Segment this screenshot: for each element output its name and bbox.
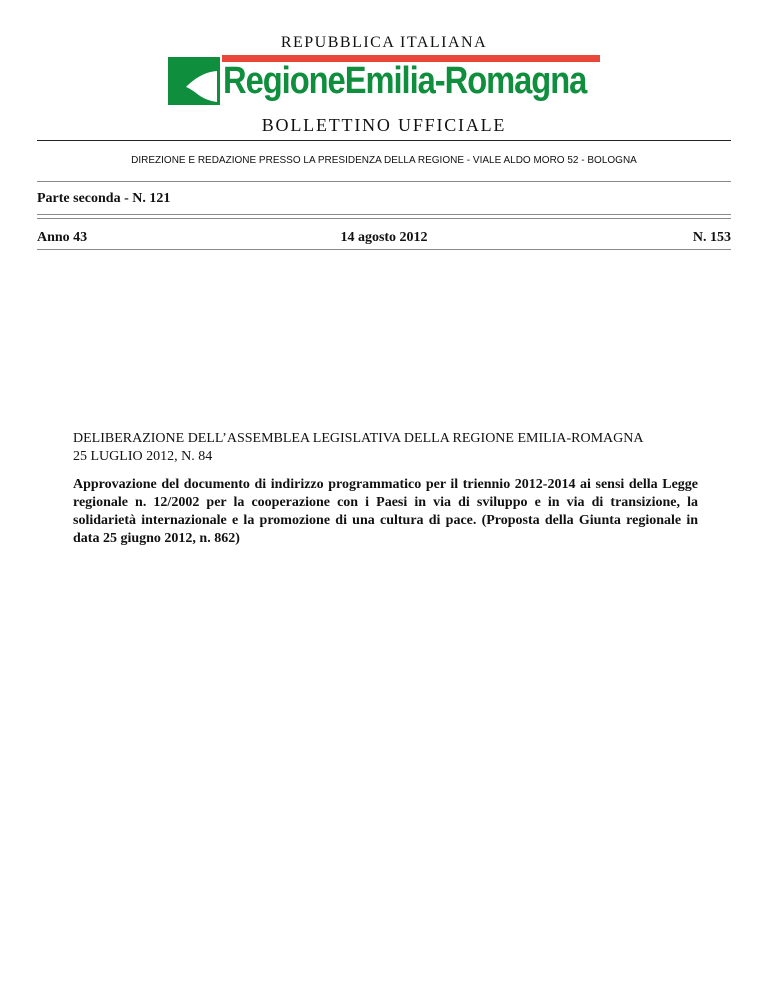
deliberation-subject: Approvazione del documento di indirizzo programmatico per il triennio 2012-2014 ai sensi della Legge regionale n. 12/2002 per la cooperazione con i Paesi in via di sviluppo e in via di transizione, la solidarietà internazionale e la promozione di una cultura di pace. (Proposta della Giunta regionale in data 25 giugno 2012, n. 862) — [73, 477, 698, 546]
divider-issue-bottom — [37, 249, 731, 250]
divider-top-part — [37, 181, 731, 182]
part-label: Parte seconda - N. 121 — [37, 191, 171, 206]
divider-double-2 — [37, 218, 731, 219]
issue-year: Anno 43 — [37, 230, 88, 245]
regione-emblem-icon — [168, 57, 220, 105]
editorial-address: DIREZIONE E REDAZIONE PRESSO LA PRESIDENZA DELLA REGIONE - VIALE ALDO MORO 52 - BOLOGNA — [131, 155, 637, 166]
deliberation-line: DELIBERAZIONE DELL’ASSEMBLEA LEGISLATIVA DELLA REGIONE EMILIA-ROMAGNA — [73, 431, 644, 446]
republic-heading: REPUBBLICA ITALIANA — [280, 34, 488, 51]
region-name-logotype: RegioneEmilia-Romagna — [223, 60, 587, 102]
deliberation-heading — [73, 430, 698, 466]
issue-date: 14 agosto 2012 — [340, 230, 428, 245]
deliberation-line: 25 LUGLIO 2012, N. 84 — [73, 449, 213, 464]
issue-number: N. 153 — [692, 230, 731, 245]
divider-double-1 — [37, 214, 731, 215]
publication-title: BOLLETTINO UFFICIALE — [261, 115, 507, 135]
header-divider — [37, 140, 731, 141]
